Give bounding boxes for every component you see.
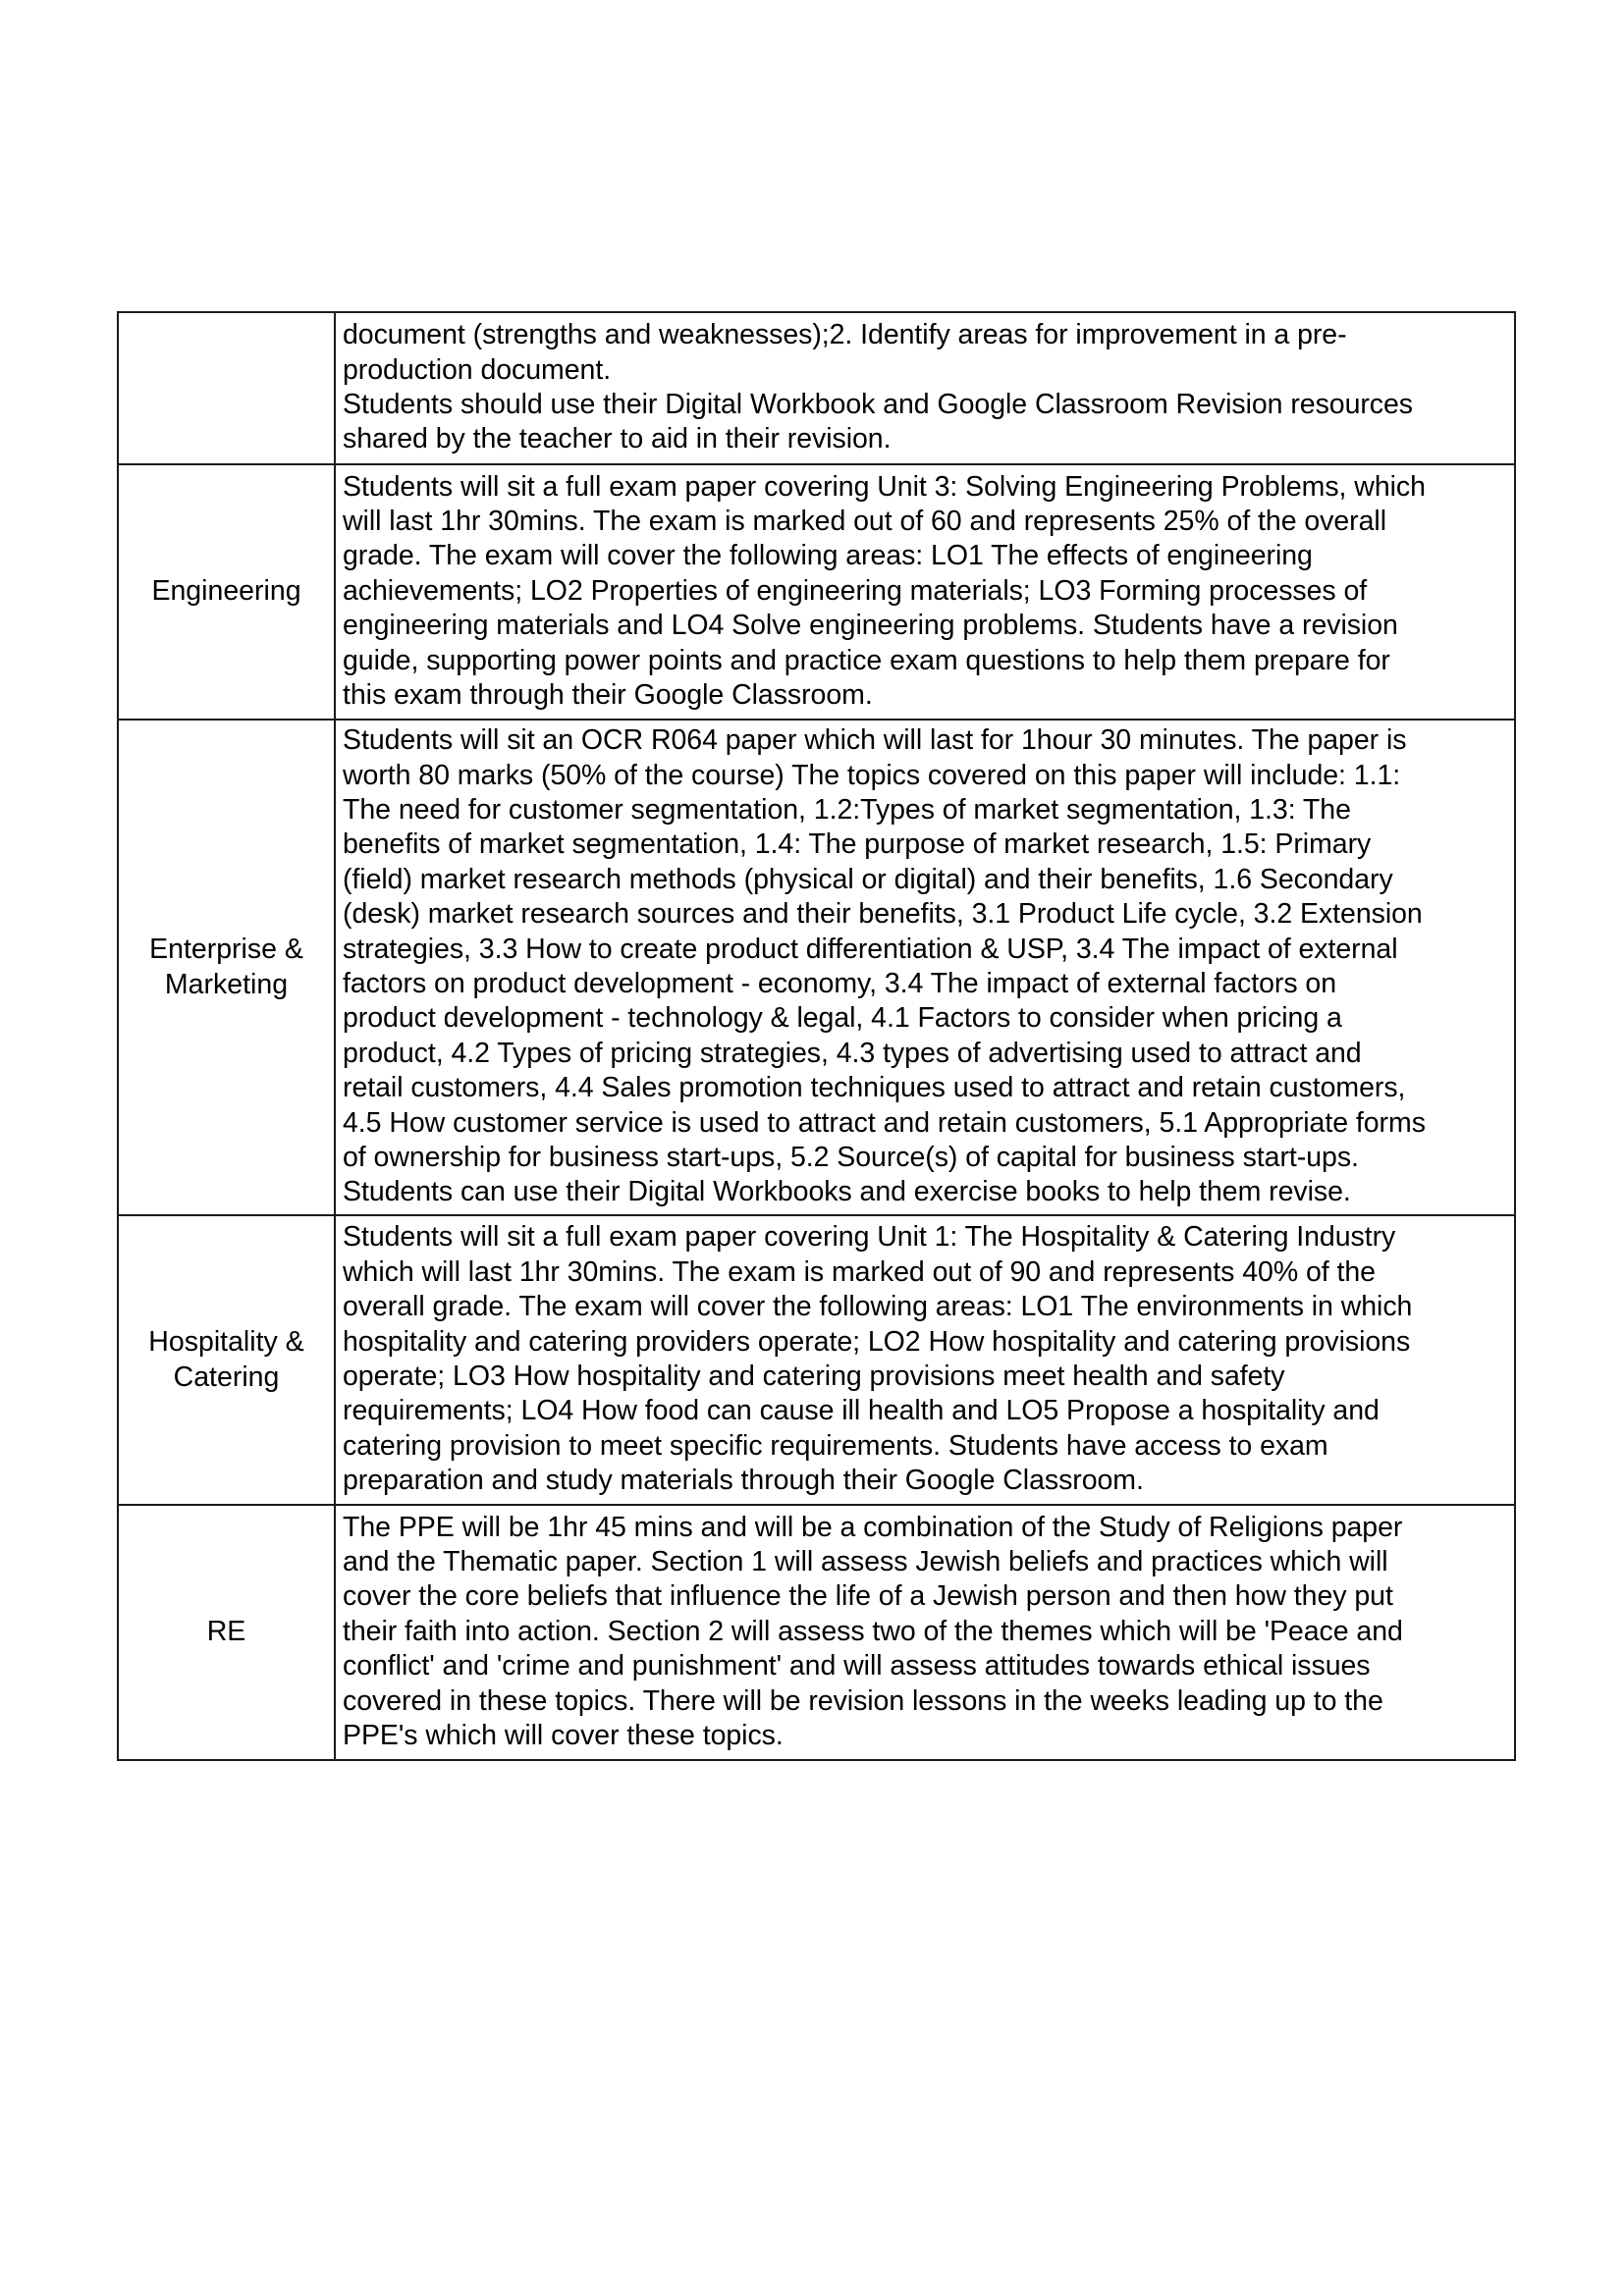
description-line: requirements; LO4 How food can cause ill health and LO5 Propose a hospitality and bbox=[343, 1395, 1380, 1427]
table-row-enterprise-marketing bbox=[118, 720, 1515, 1215]
description-line: overall grade. The exam will cover the following areas: LO1 The environments in which bbox=[343, 1291, 1413, 1323]
description-line: worth 80 marks (50% of the course) The topics covered on this paper will include: 1.1: bbox=[343, 759, 1401, 791]
description-line: covered in these topics. There will be revision lessons in the weeks leading up to the bbox=[343, 1684, 1383, 1717]
description-line: will last 1hr 30mins. The exam is marked out of 60 and represents 25% of the overall bbox=[343, 505, 1386, 537]
description-line: benefits of market segmentation, 1.4: The purpose of market research, 1.5: Primary bbox=[343, 828, 1372, 861]
description-cell bbox=[335, 1505, 1515, 1760]
subject-label: Catering bbox=[173, 1361, 280, 1393]
description-line: preparation and study materials through their Google Classroom. bbox=[343, 1465, 1144, 1497]
description-line: Students will sit a full exam paper covering Unit 1: The Hospitality & Catering Industry bbox=[343, 1221, 1396, 1254]
description-line: cover the core beliefs that influence the life of a Jewish person and then how they put bbox=[343, 1580, 1393, 1613]
subject-cell bbox=[118, 720, 335, 1215]
table-row-re bbox=[118, 1505, 1515, 1760]
description-line: their faith into action. Section 2 will assess two of the themes which will be 'Peace and bbox=[343, 1615, 1403, 1647]
subject-cell bbox=[118, 1505, 335, 1760]
description-cell bbox=[335, 312, 1515, 464]
description-line: this exam through their Google Classroom. bbox=[343, 679, 873, 712]
description-line: of ownership for business start-ups, 5.2 Source(s) of capital for business start-ups. bbox=[343, 1142, 1359, 1174]
description-cell bbox=[335, 464, 1515, 720]
description-line: retail customers, 4.4 Sales promotion techniques used to attract and retain customers, bbox=[343, 1072, 1406, 1104]
description-line: Students should use their Digital Workbook and Google Classroom Revision resources bbox=[343, 389, 1414, 420]
description-line: PPE's which will cover these topics. bbox=[343, 1720, 784, 1752]
description-line: The PPE will be 1hr 45 mins and will be a combination of the Study of Religions paper bbox=[343, 1511, 1403, 1543]
description-line: Students can use their Digital Workbooks and exercise books to help them revise. bbox=[343, 1176, 1351, 1208]
description-line: Students will sit an OCR R064 paper which will last for 1hour 30 minutes. The paper is bbox=[343, 724, 1407, 757]
description-line: which will last 1hr 30mins. The exam is marked out of 90 and represents 40% of the bbox=[343, 1255, 1376, 1288]
subject-cell bbox=[118, 312, 335, 464]
description-line: document (strengths and weaknesses);2. Identify areas for improvement in a pre- bbox=[343, 319, 1347, 351]
table-row-hospitality-catering bbox=[118, 1215, 1515, 1505]
subject-cell bbox=[118, 1215, 335, 1505]
table-row-continuation bbox=[118, 312, 1515, 464]
description-line: Students will sit a full exam paper covering Unit 3: Solving Engineering Problems, which bbox=[343, 470, 1426, 503]
description-line: hospitality and catering providers operate; LO2 How hospitality and catering provisions bbox=[343, 1325, 1411, 1358]
description-line: shared by the teacher to aid in their revision. bbox=[343, 423, 892, 455]
description-line: product, 4.2 Types of pricing strategies, 4.3 types of advertising used to attract and bbox=[343, 1037, 1362, 1069]
table-row-engineering bbox=[118, 464, 1515, 720]
description-line: achievements; LO2 Properties of engineering materials; LO3 Forming processes of bbox=[343, 574, 1368, 607]
description-line: strategies, 3.3 How to create product differentiation & USP, 3.4 The impact of external bbox=[343, 933, 1398, 965]
description-line: (field) market research methods (physical or digital) and their benefits, 1.6 Secondary bbox=[343, 863, 1393, 895]
description-cell bbox=[335, 1215, 1515, 1505]
description-line: product development - technology & legal, 4.1 Factors to consider when pricing a bbox=[343, 1002, 1342, 1035]
description-line: factors on product development - economy, 3.4 The impact of external factors on bbox=[343, 968, 1337, 999]
description-cell bbox=[335, 720, 1515, 1215]
subject-label: Enterprise & bbox=[149, 934, 303, 966]
description-line: conflict' and 'crime and punishment' and will assess attitudes towards ethical issues bbox=[343, 1650, 1371, 1682]
description-line: The need for customer segmentation, 1.2:Types of market segmentation, 1.3: The bbox=[343, 793, 1351, 826]
description-line: and the Thematic paper. Section 1 will assess Jewish beliefs and practices which will bbox=[343, 1545, 1388, 1577]
description-line: grade. The exam will cover the following areas: LO1 The effects of engineering bbox=[343, 540, 1313, 572]
subject-cell bbox=[118, 464, 335, 720]
description-line: engineering materials and LO4 Solve engineering problems. Students have a revision bbox=[343, 610, 1398, 642]
subject-label: Hospitality & bbox=[148, 1326, 304, 1359]
description-line: production document. bbox=[343, 353, 612, 386]
description-line: operate; LO3 How hospitality and catering provisions meet health and safety bbox=[343, 1361, 1285, 1392]
subject-exam-table bbox=[117, 311, 1516, 1761]
subject-label: Engineering bbox=[151, 575, 301, 608]
subject-label: Marketing bbox=[164, 968, 289, 1000]
description-line: (desk) market research sources and their benefits, 3.1 Product Life cycle, 3.2 Extension bbox=[343, 898, 1423, 931]
description-line: 4.5 How customer service is used to attract and retain customers, 5.1 Appropriate forms bbox=[343, 1106, 1426, 1139]
subject-label: RE bbox=[206, 1616, 246, 1648]
description-line: guide, supporting power points and practice exam questions to help them prepare for bbox=[343, 644, 1390, 676]
description-line: catering provision to meet specific requirements. Students have access to exam bbox=[343, 1429, 1328, 1462]
